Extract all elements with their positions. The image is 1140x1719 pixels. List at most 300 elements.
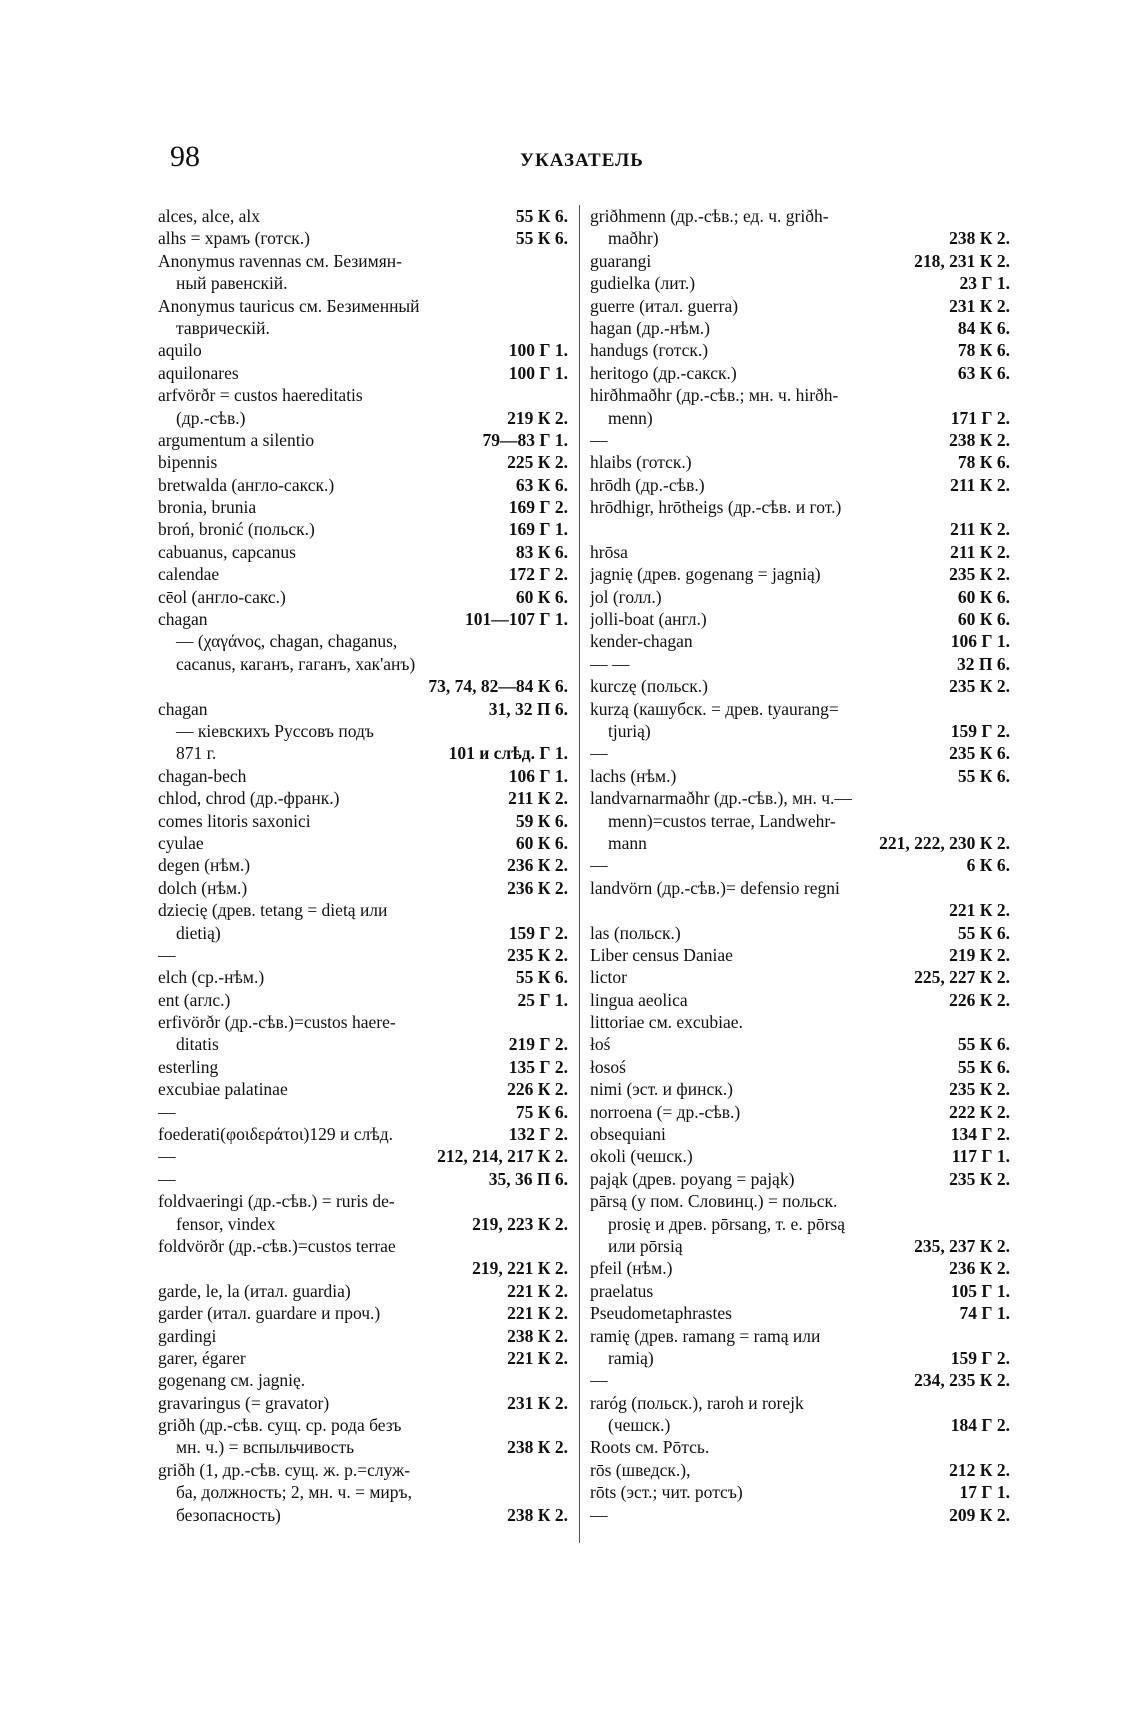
index-term: gravaringus (= gravator) (158, 1392, 330, 1413)
index-reference: 159 Г 2. (508, 922, 568, 943)
index-entry (590, 586, 1010, 608)
index-reference: 73, 74, 82—84 К 6. (428, 676, 568, 697)
index-entry (590, 899, 1010, 921)
index-entry (158, 1168, 568, 1190)
index-term: alhs = храмъ (готск.) (158, 228, 310, 249)
index-term: degen (нѣм.) (158, 855, 251, 876)
index-reference: 211 К 2. (950, 541, 1010, 562)
index-reference: 235 К 2. (949, 564, 1010, 585)
index-entry (158, 272, 568, 294)
index-term: raróg (польск.), raroh и rorejk (590, 1392, 804, 1413)
index-entry (158, 1302, 568, 1324)
index-reference: 235 К 2. (949, 1079, 1010, 1100)
index-entry (158, 1033, 568, 1055)
index-reference: 63 К 6. (957, 362, 1010, 383)
index-entry (590, 675, 1010, 697)
index-entry (158, 1280, 568, 1302)
index-entry (590, 362, 1010, 384)
index-entry (590, 922, 1010, 944)
index-entry (590, 272, 1010, 294)
index-term: — (χαγάνος, chagan, chaganus, (176, 631, 398, 652)
index-term: Anonymus tauricus см. Безименный (158, 295, 420, 316)
index-entry (158, 429, 568, 451)
index-reference: 169 Г 2. (508, 497, 568, 518)
index-term: Anonymus ravennas см. Безимян- (158, 250, 402, 271)
index-reference: 55 К 6. (515, 967, 568, 988)
index-entry (590, 474, 1010, 496)
index-term: hrōsa (590, 541, 628, 562)
index-term: chagan (158, 609, 208, 630)
index-term: безопасность) (176, 1504, 281, 1525)
index-reference: 238 К 2. (507, 1325, 568, 1346)
index-term: landvörn (др.-сѣв.)= defensio regni (590, 877, 840, 898)
index-term: kender-chagan (590, 631, 693, 652)
index-term: dolch (нѣм.) (158, 877, 248, 898)
index-reference: 221, 222, 230 К 2. (879, 832, 1010, 853)
index-entry (590, 989, 1010, 1011)
index-reference: 226 К 2. (949, 989, 1010, 1010)
index-term: Liber census Daniae (590, 944, 733, 965)
index-term: guarangi (590, 250, 652, 271)
index-entry (158, 1056, 568, 1078)
index-entry (158, 317, 568, 339)
index-entry (590, 720, 1010, 742)
index-reference: 169 Г 1. (508, 519, 568, 540)
index-reference: 106 Г 1. (508, 765, 568, 786)
index-reference: 55 К 6. (957, 1034, 1010, 1055)
index-entry (590, 1481, 1010, 1503)
index-term: okoli (чешск.) (590, 1146, 693, 1167)
index-reference: 55 К 6. (957, 922, 1010, 943)
index-reference: 100 Г 1. (508, 362, 568, 383)
index-reference: 101—107 Г 1. (464, 609, 568, 630)
index-reference: 221 К 2. (507, 1303, 568, 1324)
index-entry (590, 742, 1010, 764)
page-title: УКАЗАТЕЛЬ (520, 150, 644, 171)
index-term: — кіевскихъ Руссовъ подъ (176, 720, 374, 741)
index-term: foldvörðr (др.-сѣв.)=custos terrae (158, 1235, 396, 1256)
index-reference: 219 Г 2. (508, 1034, 568, 1055)
index-reference: 221 К 2. (949, 900, 1010, 921)
index-entry (590, 1213, 1010, 1235)
index-reference: 236 К 2. (949, 1258, 1010, 1279)
index-entry (158, 541, 568, 563)
index-term: kurzą (кашубск. = древ. tyaurang= (590, 698, 839, 719)
index-reference: 84 К 6. (957, 317, 1010, 338)
index-term: aquilo (158, 340, 202, 361)
index-entry (158, 1257, 568, 1279)
index-entry (590, 698, 1010, 720)
index-reference: 235 К 6. (949, 743, 1010, 764)
index-term: łoś (590, 1034, 611, 1055)
index-term: cyulae (158, 832, 204, 853)
index-term: — (590, 743, 608, 764)
index-reference: 234, 235 К 2. (914, 1370, 1010, 1391)
index-term: — (590, 855, 608, 876)
index-term: garde, le, la (итал. guardia) (158, 1280, 351, 1301)
index-term: chlod, chrod (др.-франк.) (158, 788, 340, 809)
index-term: gogenang см. jagnię. (158, 1370, 306, 1391)
index-entry (158, 742, 568, 764)
column-divider (579, 205, 580, 1543)
index-reference: 225, 227 К 2. (914, 967, 1010, 988)
index-term: prosię и древ. pōrsang, т. е. pōrsą (608, 1213, 845, 1234)
index-reference: 235, 237 К 2. (914, 1235, 1010, 1256)
index-entry (158, 295, 568, 317)
index-term: lingua aeolica (590, 989, 688, 1010)
index-term: menn)=custos terrae, Landwehr- (608, 810, 836, 831)
index-entry (590, 384, 1010, 406)
index-entry (158, 1504, 568, 1526)
index-reference: 238 К 2. (949, 228, 1010, 249)
index-term: menn) (608, 407, 653, 428)
index-term: ramią) (608, 1347, 654, 1368)
index-reference: 184 Г 2. (950, 1415, 1010, 1436)
index-entry (590, 653, 1010, 675)
index-reference: 132 Г 2. (508, 1124, 568, 1145)
index-term: norroena (= др.-сѣв.) (590, 1101, 741, 1122)
index-term: hirðhmaðhr (др.-сѣв.; мн. ч. hirðh- (590, 385, 839, 406)
index-entry (590, 1302, 1010, 1324)
index-entry (158, 899, 568, 921)
index-term: — — (590, 653, 630, 674)
index-term: excubiae palatinae (158, 1079, 288, 1100)
index-reference: 60 К 6. (957, 609, 1010, 630)
index-entry (158, 630, 568, 652)
index-term: heritogo (др.-сакск.) (590, 362, 737, 383)
index-entry (158, 1481, 568, 1503)
index-entry (590, 1414, 1010, 1436)
index-entry (590, 1033, 1010, 1055)
index-entry (590, 496, 1010, 518)
index-entry (590, 877, 1010, 899)
index-reference: 231 К 2. (949, 295, 1010, 316)
index-reference: 225 К 2. (507, 452, 568, 473)
index-reference: 219 К 2. (507, 407, 568, 428)
index-entry (158, 787, 568, 809)
index-entry (590, 407, 1010, 429)
index-entry (590, 1078, 1010, 1100)
index-term: gudielka (лит.) (590, 273, 696, 294)
index-entry (158, 451, 568, 473)
index-entry (590, 295, 1010, 317)
index-reference: 231 К 2. (507, 1392, 568, 1413)
index-entry (590, 1235, 1010, 1257)
index-reference: 55 К 6. (957, 1056, 1010, 1077)
index-reference: 235 К 2. (507, 944, 568, 965)
index-term: — (158, 1101, 176, 1122)
index-term: comes litoris saxonici (158, 810, 311, 831)
index-reference: 74 Г 1. (959, 1303, 1010, 1324)
index-term: — (590, 1504, 608, 1525)
index-term: dietią) (176, 922, 221, 943)
index-entry (590, 765, 1010, 787)
index-term: cēol (англо-сакс.) (158, 586, 286, 607)
index-term: lachs (нѣм.) (590, 765, 677, 786)
index-term: rōs (шведск.), (590, 1459, 691, 1480)
index-term: handugs (готск.) (590, 340, 709, 361)
index-entry (590, 563, 1010, 585)
index-entry (590, 250, 1010, 272)
index-term: chagan-bech (158, 765, 247, 786)
index-entry (590, 1056, 1010, 1078)
index-entry (158, 227, 568, 249)
index-entry (158, 339, 568, 361)
index-entry (158, 1213, 568, 1235)
index-reference: 221 К 2. (507, 1280, 568, 1301)
index-term: tjurią) (608, 720, 651, 741)
index-entry (590, 630, 1010, 652)
index-entry (158, 608, 568, 630)
index-entry (590, 810, 1010, 832)
index-term: ent (аглс.) (158, 989, 231, 1010)
index-reference: 236 К 2. (507, 877, 568, 898)
index-entry (590, 1459, 1010, 1481)
index-reference: 105 Г 1. (950, 1280, 1010, 1301)
index-entry (590, 1436, 1010, 1458)
index-term: mann (608, 832, 647, 853)
index-reference: 221 К 2. (507, 1347, 568, 1368)
index-reference: 79—83 Г 1. (482, 429, 568, 450)
index-entry (590, 518, 1010, 540)
index-term: — (158, 944, 176, 965)
index-entry (158, 474, 568, 496)
index-term: или pōrsią (608, 1235, 683, 1256)
index-reference: 135 Г 2. (508, 1056, 568, 1077)
index-entry (158, 250, 568, 272)
index-reference: 59 К 6. (515, 810, 568, 831)
index-entry (158, 944, 568, 966)
index-reference: 23 Г 1. (959, 273, 1010, 294)
index-entry (158, 1325, 568, 1347)
index-reference: 106 Г 1. (950, 631, 1010, 652)
index-term: arfvörðr = custos haereditatis (158, 385, 363, 406)
index-term: esterling (158, 1056, 219, 1077)
index-term: jol (голл.) (590, 586, 662, 607)
index-term: las (польск.) (590, 922, 681, 943)
index-reference: 222 К 2. (949, 1101, 1010, 1122)
index-term: cabuanus, capcanus (158, 541, 296, 562)
index-reference: 238 К 2. (949, 429, 1010, 450)
index-reference: 55 К 6. (515, 206, 568, 226)
index-entry (158, 496, 568, 518)
index-reference: 226 К 2. (507, 1079, 568, 1100)
index-entry (590, 1504, 1010, 1526)
index-entry (158, 877, 568, 899)
index-term: gardingi (158, 1325, 217, 1346)
index-term: pająk (древ. poyang = pająk) (590, 1168, 795, 1189)
index-reference: 78 К 6. (957, 452, 1010, 473)
index-term: guerre (итал. guerra) (590, 295, 739, 316)
index-entry (158, 720, 568, 742)
index-entry (590, 205, 1010, 227)
index-term: griðh (др.-сѣв. сущ. ср. рода безъ (158, 1415, 402, 1436)
index-entry (590, 854, 1010, 876)
index-entry (158, 1436, 568, 1458)
index-entry (158, 989, 568, 1011)
index-term: pārsą (у пом. Словинц.) = польск. (590, 1191, 838, 1212)
index-term: — (158, 1146, 176, 1167)
index-entry (158, 407, 568, 429)
index-entry (590, 1168, 1010, 1190)
index-entry (158, 810, 568, 832)
index-column-right (590, 205, 1010, 1526)
index-reference: 209 К 2. (949, 1504, 1010, 1525)
index-term: pfeil (нѣм.) (590, 1258, 673, 1279)
index-entry (158, 1078, 568, 1100)
index-reference: 75 К 6. (515, 1101, 568, 1122)
index-term: fensor, vindex (176, 1213, 276, 1234)
index-entry (158, 362, 568, 384)
index-term: ramię (древ. ramang = ramą или (590, 1325, 821, 1346)
index-entry (158, 653, 568, 675)
index-entry (158, 675, 568, 697)
index-reference: 25 Г 1. (517, 989, 568, 1010)
index-reference: 100 Г 1. (508, 340, 568, 361)
index-entry (158, 1101, 568, 1123)
index-reference: 235 К 2. (949, 676, 1010, 697)
index-entry (158, 1459, 568, 1481)
index-reference: 60 К 6. (957, 586, 1010, 607)
index-reference: 211 К 2. (950, 474, 1010, 495)
index-term: erfivörðr (др.-сѣв.)=custos haere- (158, 1012, 396, 1033)
index-term: alces, alce, alx (158, 206, 261, 226)
index-entry (158, 1392, 568, 1414)
index-term: elch (ср.-нѣм.) (158, 967, 265, 988)
index-reference: 171 Г 2. (950, 407, 1010, 428)
index-entry (590, 339, 1010, 361)
index-entry (158, 205, 568, 227)
index-entry (158, 384, 568, 406)
index-entry (590, 317, 1010, 339)
index-reference: 236 К 2. (507, 855, 568, 876)
index-entry (590, 966, 1010, 988)
index-term: (др.-сѣв.) (176, 407, 246, 428)
index-term: таврическій. (176, 317, 270, 338)
index-reference: 117 Г 1. (951, 1146, 1010, 1167)
index-term: littoriae см. excubiae. (590, 1012, 743, 1033)
index-entry (158, 1190, 568, 1212)
index-term: rōts (эст.; чит. ротсъ) (590, 1482, 743, 1503)
index-term: hrōdhigr, hrōtheigs (др.-сѣв. и гот.) (590, 497, 842, 518)
index-entry (158, 1011, 568, 1033)
index-term: — (590, 1370, 608, 1391)
index-entry (158, 698, 568, 720)
index-term: garder (итал. guardare и проч.) (158, 1303, 381, 1324)
index-term: — (158, 1168, 176, 1189)
index-entry (590, 787, 1010, 809)
index-term: griðh (1, др.-сѣв. сущ. ж. р.=служ- (158, 1459, 411, 1480)
index-reference: 31, 32 П 6. (488, 698, 568, 719)
index-reference: 172 Г 2. (508, 564, 568, 585)
index-reference: 211 К 2. (508, 788, 568, 809)
index-term: broń, bronić (польск.) (158, 519, 315, 540)
index-reference: 60 К 6. (515, 832, 568, 853)
index-term: cacanus, каганъ, гаганъ, хак'анъ) (176, 653, 416, 674)
index-entry (590, 608, 1010, 630)
index-entry (590, 1257, 1010, 1279)
index-entry (590, 1347, 1010, 1369)
index-term: hrōdh (др.-сѣв.) (590, 474, 705, 495)
index-entry (158, 563, 568, 585)
index-entry (590, 1280, 1010, 1302)
index-term: kurczę (польск.) (590, 676, 708, 697)
index-entry (590, 1145, 1010, 1167)
index-reference: 159 Г 2. (950, 1347, 1010, 1368)
index-entry (590, 227, 1010, 249)
index-reference: 235 К 2. (949, 1168, 1010, 1189)
index-reference: 134 Г 2. (950, 1124, 1010, 1145)
index-term: landvarnarmaðhr (др.-сѣв.), мн. ч.— (590, 788, 852, 809)
index-entry (590, 1190, 1010, 1212)
index-entry (590, 541, 1010, 563)
index-entry (158, 832, 568, 854)
index-term: bretwalda (англо-сакск.) (158, 474, 335, 495)
index-entry (158, 518, 568, 540)
index-reference: 212, 214, 217 К 2. (437, 1146, 568, 1167)
index-entry (590, 944, 1010, 966)
index-entry (158, 1369, 568, 1391)
index-entry (590, 1392, 1010, 1414)
index-reference: 238 К 2. (507, 1504, 568, 1525)
index-entry (590, 1101, 1010, 1123)
index-term: Pseudometaphrastes (590, 1303, 732, 1324)
index-reference: 60 К 6. (515, 586, 568, 607)
index-column-left (158, 205, 568, 1526)
index-term: ный равенскій. (176, 273, 288, 294)
index-entry (158, 966, 568, 988)
index-entry (158, 1145, 568, 1167)
index-term: obsequiani (590, 1124, 666, 1145)
index-entry (590, 451, 1010, 473)
index-entry (158, 854, 568, 876)
page-number: 98 (170, 140, 200, 173)
index-reference: 17 Г 1. (959, 1482, 1010, 1503)
index-entry (158, 1414, 568, 1436)
index-term: hlaibs (готск.) (590, 452, 692, 473)
index-term: bronia, brunia (158, 497, 257, 518)
index-term: calendae (158, 564, 220, 585)
index-reference: 78 К 6. (957, 340, 1010, 361)
index-term: łosoś (590, 1056, 626, 1077)
index-entry (158, 1123, 568, 1145)
index-entry (158, 1235, 568, 1257)
index-term: nimi (эст. и финск.) (590, 1079, 733, 1100)
index-term: мн. ч.) = вспыльчивость (176, 1437, 355, 1458)
index-entry (590, 1011, 1010, 1033)
index-entry (158, 1347, 568, 1369)
index-entry (590, 1123, 1010, 1145)
index-entry (590, 832, 1010, 854)
index-reference: 83 К 6. (515, 541, 568, 562)
index-term: Roots см. Рōтсь. (590, 1437, 710, 1458)
index-reference: 219 К 2. (949, 944, 1010, 965)
index-entry (590, 1325, 1010, 1347)
index-reference: 212 К 2. (949, 1459, 1010, 1480)
index-reference: 55 К 6. (957, 765, 1010, 786)
index-entry (590, 1369, 1010, 1391)
index-term: (чешск.) (608, 1415, 671, 1436)
index-term: griðhmenn (др.-сѣв.; ед. ч. griðh- (590, 206, 829, 226)
index-entry (158, 586, 568, 608)
index-term: ба, должность; 2, мн. ч. = миръ, (176, 1482, 412, 1503)
index-entry (158, 922, 568, 944)
index-reference: 63 К 6. (515, 474, 568, 495)
index-reference: 6 К 6. (966, 855, 1010, 876)
index-term: lictor (590, 967, 627, 988)
index-reference: 35, 36 П 6. (488, 1168, 568, 1189)
index-term: foederati(φοιδεράτοι)129 и слѣд. (158, 1124, 394, 1145)
